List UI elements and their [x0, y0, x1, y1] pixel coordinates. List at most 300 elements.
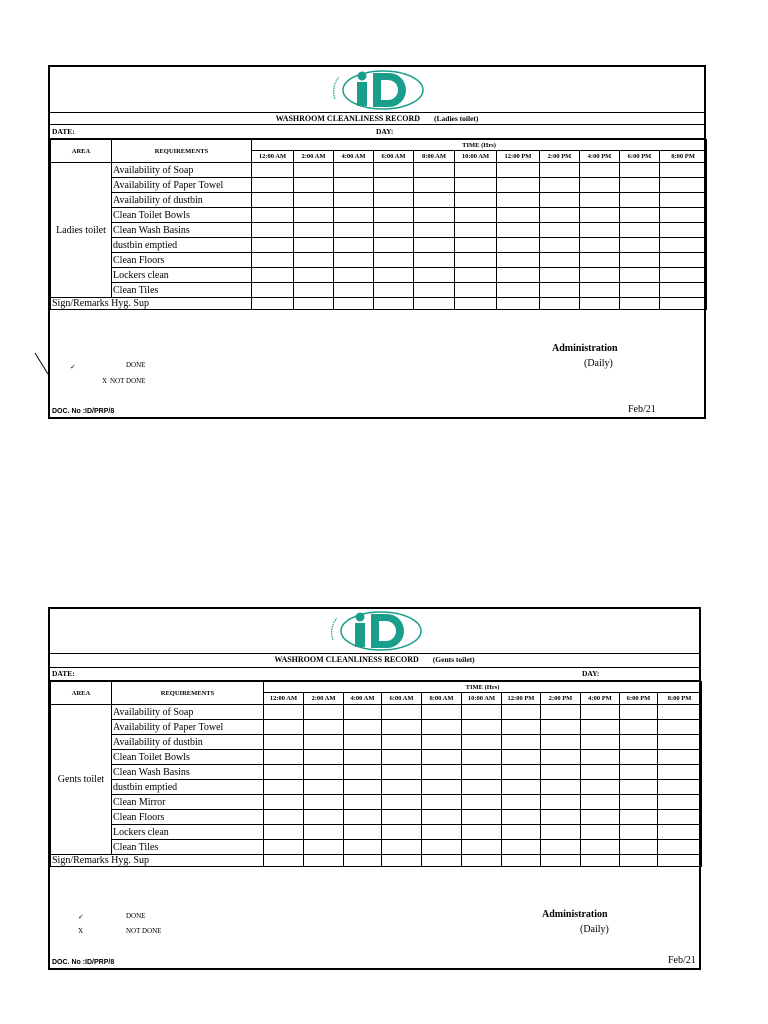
requirements-header: REQUIREMENTS: [112, 140, 252, 163]
check-cell[interactable]: [502, 750, 541, 765]
check-cell[interactable]: [334, 223, 374, 238]
check-cell[interactable]: [264, 780, 304, 795]
time-col: 2:00 PM: [540, 151, 580, 163]
check-cell[interactable]: [581, 840, 620, 855]
check-cell[interactable]: [252, 223, 294, 238]
checklist-table: [50, 681, 702, 867]
time-col: 6:00 AM: [374, 151, 414, 163]
check-cell[interactable]: [497, 178, 540, 193]
check-cell[interactable]: [252, 193, 294, 208]
sign-cell[interactable]: [382, 855, 422, 867]
check-cell[interactable]: [414, 208, 455, 223]
check-cell[interactable]: [660, 208, 707, 223]
check-cell[interactable]: [304, 750, 344, 765]
area-cell: Gents toilet: [51, 705, 112, 855]
check-cell[interactable]: [580, 253, 620, 268]
check-cell[interactable]: [374, 238, 414, 253]
check-cell[interactable]: [382, 735, 422, 750]
check-cell[interactable]: [462, 780, 502, 795]
sign-cell[interactable]: [455, 298, 497, 310]
check-cell[interactable]: [658, 720, 702, 735]
sign-cell[interactable]: [620, 298, 660, 310]
check-cell[interactable]: [540, 253, 580, 268]
time-col: 2:00 PM: [541, 693, 581, 705]
check-cell[interactable]: [660, 238, 707, 253]
check-cell[interactable]: [304, 765, 344, 780]
table-row: [51, 765, 702, 780]
check-cell[interactable]: [344, 750, 382, 765]
sign-row: [51, 298, 707, 310]
check-cell[interactable]: [658, 765, 702, 780]
requirement-cell: Availability of Soap: [112, 163, 252, 178]
check-cell[interactable]: [658, 795, 702, 810]
form-subtitle: (Gents toilet): [432, 655, 475, 664]
daily-label: (Daily): [580, 924, 609, 935]
check-cell[interactable]: [658, 825, 702, 840]
check-cell[interactable]: [497, 163, 540, 178]
margin-mark: [34, 352, 54, 382]
sign-cell[interactable]: [414, 298, 455, 310]
form-subtitle: (Ladies toilet): [434, 114, 479, 123]
requirement-cell: Availability of Soap: [112, 705, 264, 720]
check-cell[interactable]: [620, 163, 660, 178]
check-cell[interactable]: [660, 163, 707, 178]
check-cell[interactable]: [264, 795, 304, 810]
check-cell[interactable]: [374, 208, 414, 223]
check-cell[interactable]: [540, 208, 580, 223]
check-cell[interactable]: [304, 840, 344, 855]
requirement-cell: Clean Toilet Bowls: [112, 208, 252, 223]
sign-cell[interactable]: [620, 855, 658, 867]
legend-done: DONE: [126, 361, 146, 369]
date-row: [50, 126, 704, 139]
check-cell[interactable]: [422, 825, 462, 840]
check-cell[interactable]: [660, 178, 707, 193]
check-cell[interactable]: [581, 750, 620, 765]
legend-done: DONE: [126, 912, 146, 920]
check-cell[interactable]: [294, 268, 334, 283]
check-cell[interactable]: [497, 223, 540, 238]
check-cell[interactable]: [334, 283, 374, 298]
day-label: DAY:: [582, 669, 600, 678]
check-cell[interactable]: [658, 780, 702, 795]
check-cell[interactable]: [541, 780, 581, 795]
check-cell[interactable]: [422, 720, 462, 735]
check-cell[interactable]: [580, 223, 620, 238]
check-cell[interactable]: [620, 208, 660, 223]
time-col: 12:00 PM: [497, 151, 540, 163]
check-cell[interactable]: [374, 193, 414, 208]
check-cell[interactable]: [374, 283, 414, 298]
check-cell[interactable]: [658, 750, 702, 765]
check-cell[interactable]: [455, 268, 497, 283]
time-col: 6:00 AM: [382, 693, 422, 705]
check-cell[interactable]: [304, 735, 344, 750]
sign-cell[interactable]: [294, 298, 334, 310]
check-cell[interactable]: [334, 268, 374, 283]
check-cell[interactable]: [422, 810, 462, 825]
sign-cell[interactable]: [502, 855, 541, 867]
check-cell[interactable]: [462, 825, 502, 840]
check-cell[interactable]: [502, 705, 541, 720]
check-cell[interactable]: [580, 283, 620, 298]
sign-cell[interactable]: [422, 855, 462, 867]
time-col: 4:00 AM: [344, 693, 382, 705]
time-col: 4:00 AM: [334, 151, 374, 163]
check-cell[interactable]: [252, 163, 294, 178]
requirement-cell: dustbin emptied: [112, 238, 252, 253]
check-cell[interactable]: [502, 735, 541, 750]
check-cell[interactable]: [620, 720, 658, 735]
check-cell[interactable]: [414, 193, 455, 208]
check-cell[interactable]: [294, 238, 334, 253]
requirement-cell: Clean Tiles: [112, 840, 264, 855]
check-cell[interactable]: [344, 705, 382, 720]
check-cell[interactable]: [455, 238, 497, 253]
check-cell[interactable]: [382, 750, 422, 765]
check-cell[interactable]: [422, 750, 462, 765]
check-cell[interactable]: [422, 765, 462, 780]
check-cell[interactable]: [374, 223, 414, 238]
check-cell[interactable]: [374, 253, 414, 268]
table-row: [51, 750, 702, 765]
check-cell[interactable]: [660, 253, 707, 268]
table-row: [51, 253, 707, 268]
ladies-form: [48, 65, 706, 419]
check-cell[interactable]: [541, 750, 581, 765]
time-col: 8:00 AM: [414, 151, 455, 163]
administration-label: Administration: [542, 909, 608, 920]
check-cell[interactable]: [294, 223, 334, 238]
check-cell[interactable]: [344, 825, 382, 840]
check-cell[interactable]: [497, 238, 540, 253]
sign-cell[interactable]: [658, 855, 702, 867]
check-cell[interactable]: [304, 780, 344, 795]
requirement-cell: Availability of Paper Towel: [112, 720, 264, 735]
check-cell[interactable]: [660, 283, 707, 298]
date-label: DATE:: [52, 669, 75, 678]
check-cell[interactable]: [382, 765, 422, 780]
requirement-cell: Clean Wash Basins: [112, 223, 252, 238]
check-cell[interactable]: [660, 223, 707, 238]
check-cell[interactable]: [541, 840, 581, 855]
table-row: [51, 283, 707, 298]
requirement-cell: Clean Floors: [112, 810, 264, 825]
check-cell[interactable]: [581, 780, 620, 795]
check-cell[interactable]: [580, 178, 620, 193]
check-cell[interactable]: [455, 253, 497, 268]
table-row: [51, 178, 707, 193]
check-cell[interactable]: [581, 765, 620, 780]
check-cell[interactable]: [334, 208, 374, 223]
check-cell[interactable]: [334, 163, 374, 178]
check-cell[interactable]: [374, 163, 414, 178]
check-cell[interactable]: [658, 705, 702, 720]
check-cell[interactable]: [462, 735, 502, 750]
logo-row: [50, 609, 699, 654]
check-cell[interactable]: [264, 825, 304, 840]
check-cell[interactable]: [414, 253, 455, 268]
sign-cell[interactable]: [344, 855, 382, 867]
check-cell[interactable]: [620, 780, 658, 795]
check-cell[interactable]: [414, 163, 455, 178]
check-cell[interactable]: [581, 825, 620, 840]
check-cell[interactable]: [382, 720, 422, 735]
doc-number: DOC. No :ID/PRP/8: [52, 959, 115, 966]
form-title: WASHROOM CLEANLINESS RECORD: [274, 655, 419, 664]
check-cell[interactable]: [252, 268, 294, 283]
time-header: TIME (Hrs): [264, 682, 702, 693]
legend-not-done: NOT DONE: [126, 927, 162, 935]
time-col: 12:00 PM: [502, 693, 541, 705]
check-cell[interactable]: [620, 840, 658, 855]
time-col: 2:00 AM: [294, 151, 334, 163]
check-cell[interactable]: [252, 238, 294, 253]
check-cell[interactable]: [422, 705, 462, 720]
check-cell[interactable]: [620, 268, 660, 283]
table-row: [51, 825, 702, 840]
requirement-cell: Clean Wash Basins: [112, 765, 264, 780]
check-cell[interactable]: [540, 238, 580, 253]
check-cell[interactable]: [502, 720, 541, 735]
check-cell[interactable]: [344, 765, 382, 780]
sign-cell[interactable]: [304, 855, 344, 867]
check-cell[interactable]: [264, 810, 304, 825]
check-cell[interactable]: [422, 795, 462, 810]
sign-cell[interactable]: [660, 298, 707, 310]
doc-number: DOC. No :ID/PRP/8: [52, 408, 115, 415]
check-cell[interactable]: [580, 193, 620, 208]
check-cell[interactable]: [540, 163, 580, 178]
check-cell[interactable]: [304, 705, 344, 720]
date-row: [50, 668, 699, 681]
check-cell[interactable]: [620, 765, 658, 780]
requirement-cell: Clean Toilet Bowls: [112, 750, 264, 765]
table-row: [51, 238, 707, 253]
check-cell[interactable]: [462, 765, 502, 780]
daily-label: (Daily): [584, 358, 613, 369]
check-cell[interactable]: [344, 735, 382, 750]
check-cell[interactable]: [294, 193, 334, 208]
check-cell[interactable]: [334, 238, 374, 253]
check-cell[interactable]: [414, 268, 455, 283]
check-cell[interactable]: [252, 208, 294, 223]
check-cell[interactable]: [382, 840, 422, 855]
check-cell[interactable]: [422, 780, 462, 795]
check-cell[interactable]: [497, 253, 540, 268]
check-cell[interactable]: [502, 810, 541, 825]
check-cell[interactable]: [620, 238, 660, 253]
check-cell[interactable]: [658, 840, 702, 855]
check-cell[interactable]: [580, 238, 620, 253]
check-cell[interactable]: [264, 765, 304, 780]
day-label: DAY:: [376, 127, 394, 136]
table-row: [51, 268, 707, 283]
check-cell[interactable]: [620, 750, 658, 765]
check-cell[interactable]: [580, 268, 620, 283]
check-cell[interactable]: [304, 825, 344, 840]
time-col: 8:00 AM: [422, 693, 462, 705]
sign-cell[interactable]: [462, 855, 502, 867]
check-cell[interactable]: [580, 163, 620, 178]
check-cell[interactable]: [455, 223, 497, 238]
check-cell[interactable]: [382, 825, 422, 840]
sign-cell[interactable]: [374, 298, 414, 310]
company-logo: [322, 67, 432, 112]
check-cell[interactable]: [374, 268, 414, 283]
check-cell[interactable]: [620, 825, 658, 840]
sign-cell[interactable]: [580, 298, 620, 310]
check-cell[interactable]: [252, 283, 294, 298]
check-cell[interactable]: [581, 735, 620, 750]
table-row: [51, 163, 707, 178]
time-col: 6:00 PM: [620, 693, 658, 705]
check-cell[interactable]: [462, 840, 502, 855]
sign-cell[interactable]: [581, 855, 620, 867]
check-cell[interactable]: [382, 795, 422, 810]
check-cell[interactable]: [620, 193, 660, 208]
check-cell[interactable]: [541, 720, 581, 735]
check-cell[interactable]: [620, 705, 658, 720]
check-cell[interactable]: [502, 765, 541, 780]
requirement-cell: dustbin emptied: [112, 780, 264, 795]
check-cell[interactable]: [294, 283, 334, 298]
check-cell[interactable]: [334, 178, 374, 193]
check-cell[interactable]: [658, 810, 702, 825]
check-cell[interactable]: [462, 795, 502, 810]
check-cell[interactable]: [455, 208, 497, 223]
check-cell[interactable]: [502, 780, 541, 795]
check-cell[interactable]: [252, 253, 294, 268]
gents-form: [48, 607, 701, 970]
check-cell[interactable]: [334, 253, 374, 268]
sign-cell[interactable]: [252, 298, 294, 310]
check-cell[interactable]: [502, 825, 541, 840]
check-cell[interactable]: [264, 840, 304, 855]
check-cell[interactable]: [264, 720, 304, 735]
sign-cell[interactable]: [497, 298, 540, 310]
table-row: [51, 720, 702, 735]
check-cell[interactable]: [462, 810, 502, 825]
check-cell[interactable]: [620, 795, 658, 810]
check-cell[interactable]: [497, 283, 540, 298]
check-cell[interactable]: [541, 765, 581, 780]
check-cell[interactable]: [660, 268, 707, 283]
check-cell[interactable]: [658, 735, 702, 750]
check-cell[interactable]: [620, 223, 660, 238]
check-cell[interactable]: [462, 720, 502, 735]
check-cell[interactable]: [620, 735, 658, 750]
check-cell[interactable]: [581, 795, 620, 810]
check-cell[interactable]: [422, 840, 462, 855]
check-cell[interactable]: [620, 253, 660, 268]
check-cell[interactable]: [540, 178, 580, 193]
check-cell[interactable]: [294, 163, 334, 178]
check-cell[interactable]: [620, 283, 660, 298]
check-cell[interactable]: [382, 810, 422, 825]
check-cell[interactable]: [294, 208, 334, 223]
check-cell[interactable]: [414, 283, 455, 298]
sign-cell[interactable]: [540, 298, 580, 310]
check-cell[interactable]: [455, 163, 497, 178]
area-cell: Ladies toilet: [51, 163, 112, 298]
form-title-row: [50, 654, 699, 668]
check-cell[interactable]: [294, 253, 334, 268]
check-cell[interactable]: [414, 178, 455, 193]
check-cell[interactable]: [264, 705, 304, 720]
time-col: 10:00 AM: [455, 151, 497, 163]
check-cell[interactable]: [660, 193, 707, 208]
check-cell[interactable]: [455, 283, 497, 298]
check-cell[interactable]: [541, 705, 581, 720]
check-cell[interactable]: [540, 283, 580, 298]
check-cell[interactable]: [497, 193, 540, 208]
check-cell[interactable]: [540, 193, 580, 208]
check-cell[interactable]: [344, 810, 382, 825]
check-cell[interactable]: [304, 810, 344, 825]
check-cell[interactable]: [304, 720, 344, 735]
check-cell[interactable]: [581, 810, 620, 825]
check-cell[interactable]: [264, 750, 304, 765]
check-cell[interactable]: [455, 178, 497, 193]
done-check-icon: ✓: [70, 363, 76, 371]
check-cell[interactable]: [540, 268, 580, 283]
check-cell[interactable]: [304, 795, 344, 810]
time-col: 10:00 AM: [462, 693, 502, 705]
check-cell[interactable]: [294, 178, 334, 193]
check-cell[interactable]: [497, 268, 540, 283]
check-cell[interactable]: [540, 223, 580, 238]
check-cell[interactable]: [620, 810, 658, 825]
check-cell[interactable]: [455, 193, 497, 208]
check-cell[interactable]: [414, 238, 455, 253]
check-cell[interactable]: [502, 795, 541, 810]
check-cell[interactable]: [581, 705, 620, 720]
check-cell[interactable]: [344, 720, 382, 735]
revision-date: Feb/21: [668, 955, 696, 966]
sign-cell[interactable]: [264, 855, 304, 867]
check-cell[interactable]: [422, 735, 462, 750]
check-cell[interactable]: [344, 780, 382, 795]
time-col: 8:00 PM: [660, 151, 707, 163]
sign-cell[interactable]: [541, 855, 581, 867]
sign-cell[interactable]: [334, 298, 374, 310]
check-cell[interactable]: [264, 735, 304, 750]
check-cell[interactable]: [344, 840, 382, 855]
table-row: [51, 208, 707, 223]
check-cell[interactable]: [541, 735, 581, 750]
check-cell[interactable]: [580, 208, 620, 223]
check-cell[interactable]: [502, 840, 541, 855]
check-cell[interactable]: [581, 720, 620, 735]
check-cell[interactable]: [462, 705, 502, 720]
check-cell[interactable]: [541, 810, 581, 825]
check-cell[interactable]: [252, 178, 294, 193]
check-cell[interactable]: [382, 705, 422, 720]
check-cell[interactable]: [462, 750, 502, 765]
check-cell[interactable]: [620, 178, 660, 193]
check-cell[interactable]: [374, 178, 414, 193]
check-cell[interactable]: [382, 780, 422, 795]
check-cell[interactable]: [344, 795, 382, 810]
table-row: [51, 780, 702, 795]
sign-row: [51, 855, 702, 867]
check-cell[interactable]: [541, 795, 581, 810]
check-cell[interactable]: [414, 223, 455, 238]
check-cell[interactable]: [334, 193, 374, 208]
check-cell[interactable]: [541, 825, 581, 840]
check-cell[interactable]: [497, 208, 540, 223]
